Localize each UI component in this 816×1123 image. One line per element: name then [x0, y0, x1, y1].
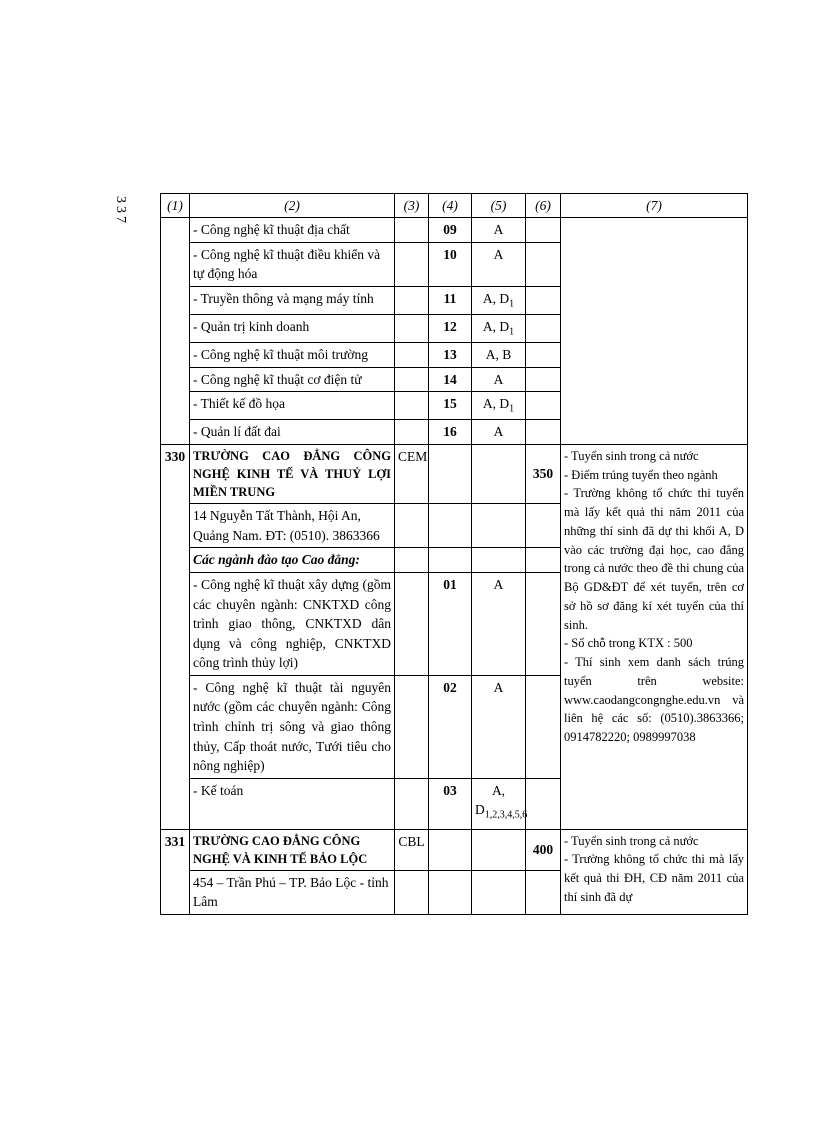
note-line: - Trường không tổ chức thi mà lấy kết quả thi ĐH, CĐ năm 2011 của thí sinh đã dự: [564, 852, 744, 904]
exam-block: A: [472, 573, 526, 676]
empty-cell: [429, 548, 472, 573]
school-name: TRƯỜNG CAO ĐẲNG CÔNG NGHỆ KINH TẾ VÀ THUỶ LỢI MIỀN TRUNG: [190, 444, 395, 503]
empty-cell: [395, 504, 429, 548]
col-header-2: (2): [190, 194, 395, 218]
major-name: - Công nghệ kĩ thuật xây dựng (gồm các chuyên ngành: CNKTXD công trình giao thông, CNKTXD dân dụng và công nghiệp, CNKTXD công trình thủy lợi): [190, 573, 395, 676]
major-name: - Quản trị kinh doanh: [190, 314, 395, 342]
exam-block: A, $D_{1,2,3,4,5,6}$: [472, 778, 526, 829]
major-code: 16: [429, 420, 472, 445]
empty-cell: [472, 444, 526, 503]
empty-cell: [526, 870, 561, 914]
empty-cell: [526, 548, 561, 573]
empty-cell: [395, 392, 429, 420]
col-header-1: (1): [161, 194, 190, 218]
major-code: 14: [429, 367, 472, 392]
empty-cell: [429, 829, 472, 870]
empty-cell: [429, 870, 472, 914]
col-header-7: (7): [561, 194, 748, 218]
school-notes: [561, 444, 748, 829]
empty-cell: [429, 504, 472, 548]
major-code: 02: [429, 675, 472, 778]
empty-cell: [526, 778, 561, 829]
empty-cell: [526, 286, 561, 314]
school-code: CBL: [395, 829, 429, 870]
major-code: 15: [429, 392, 472, 420]
table-row: [161, 829, 748, 870]
empty-cell: [161, 218, 190, 445]
school-notes: [561, 829, 748, 914]
empty-cell: [395, 218, 429, 243]
major-name: - Công nghệ kĩ thuật tài nguyên nước (gồm các chuyên ngành: Công trình chỉnh trị sông và giao thông thủy, Cấp thoát nước, Tưới tiêu cho nông nghiệp): [190, 675, 395, 778]
empty-cell: [395, 314, 429, 342]
quota: 400: [526, 829, 561, 870]
empty-cell: [395, 675, 429, 778]
quota: 350: [526, 444, 561, 503]
col-header-4: (4): [429, 194, 472, 218]
exam-block: A, $D_1$: [472, 314, 526, 342]
major-name: - Công nghệ kĩ thuật địa chất: [190, 218, 395, 243]
major-name: - Công nghệ kĩ thuật điều khiển và tự động hóa: [190, 242, 395, 286]
empty-cell: [526, 573, 561, 676]
exam-block: A, B: [472, 343, 526, 368]
empty-cell: [472, 870, 526, 914]
admissions-table: [160, 193, 748, 915]
empty-cell: [526, 314, 561, 342]
empty-cell: [395, 286, 429, 314]
empty-cell: [472, 829, 526, 870]
school-number: 330: [161, 444, 190, 829]
empty-cell: [526, 675, 561, 778]
empty-cell: [526, 242, 561, 286]
header-row: [161, 194, 748, 218]
empty-cell: [472, 548, 526, 573]
school-address: 454 – Trần Phú – TP. Bảo Lộc - tỉnh Lâm: [190, 870, 395, 914]
exam-block: A: [472, 367, 526, 392]
empty-cell: [395, 870, 429, 914]
exam-block: A, $D_1$: [472, 286, 526, 314]
empty-cell: [526, 367, 561, 392]
exam-block: A: [472, 242, 526, 286]
empty-cell: [526, 504, 561, 548]
major-code: 12: [429, 314, 472, 342]
section-title: Các ngành đào tạo Cao đẳng:: [190, 548, 395, 573]
note-line: - Thí sinh xem danh sách trúng tuyển trên website: www.caodangcongnghe.edu.vn và liên hệ các số: (0510).3863366; 0914782220; 0989997038: [564, 655, 744, 745]
page-number: 337: [113, 196, 128, 226]
empty-cell: [561, 218, 748, 445]
note-line: - Số chỗ trong KTX : 500: [564, 636, 693, 651]
table-row: [161, 218, 748, 243]
empty-cell: [526, 218, 561, 243]
school-name: TRƯỜNG CAO ĐẲNG CÔNG NGHỆ VÀ KINH TẾ BẢO LỘC: [190, 829, 395, 870]
note-line: - Điểm trúng tuyển theo ngành: [564, 467, 718, 482]
major-code: 03: [429, 778, 472, 829]
major-code: 13: [429, 343, 472, 368]
major-name: - Công nghệ kĩ thuật cơ điện tử: [190, 367, 395, 392]
exam-block: A: [472, 218, 526, 243]
col-header-3: (3): [395, 194, 429, 218]
major-name: - Quản lí đất đai: [190, 420, 395, 445]
major-code: 11: [429, 286, 472, 314]
empty-cell: [395, 420, 429, 445]
empty-cell: [526, 420, 561, 445]
major-code: 01: [429, 573, 472, 676]
col-header-6: (6): [526, 194, 561, 218]
school-address: 14 Nguyễn Tất Thành, Hội An, Quảng Nam. ĐT: (0510). 3863366: [190, 504, 395, 548]
empty-cell: [526, 343, 561, 368]
empty-cell: [472, 504, 526, 548]
major-code: 09: [429, 218, 472, 243]
empty-cell: [526, 392, 561, 420]
school-code: CEM: [395, 444, 429, 503]
empty-cell: [395, 343, 429, 368]
empty-cell: [395, 573, 429, 676]
major-name: - Kế toán: [190, 778, 395, 829]
note-line: - Trường không tổ chức thi tuyển mà lấy kết quả thi năm 2011 của những thí sinh đã dự thi khối A, D vào các trường đại học, cao đẳng trong cả nước theo đề thi chung của Bộ GD&ĐT để xét tuyển, trên cơ sở hồ sơ đăng kí xét tuyển của thí sinh.: [564, 486, 744, 632]
empty-cell: [395, 242, 429, 286]
note-line: - Tuyển sinh trong cả nước: [564, 448, 699, 463]
school-number: 331: [161, 829, 190, 914]
major-name: - Thiết kế đồ họa: [190, 392, 395, 420]
table-row: [161, 444, 748, 503]
col-header-5: (5): [472, 194, 526, 218]
empty-cell: [395, 778, 429, 829]
exam-block: A, $D_1$: [472, 392, 526, 420]
empty-cell: [395, 548, 429, 573]
major-name: - Công nghệ kĩ thuật môi trường: [190, 343, 395, 368]
empty-cell: [429, 444, 472, 503]
major-code: 10: [429, 242, 472, 286]
exam-block: A: [472, 420, 526, 445]
major-name: - Truyền thông và mạng máy tính: [190, 286, 395, 314]
note-line: - Tuyển sinh trong cả nước: [564, 833, 699, 848]
empty-cell: [395, 367, 429, 392]
exam-block: A: [472, 675, 526, 778]
